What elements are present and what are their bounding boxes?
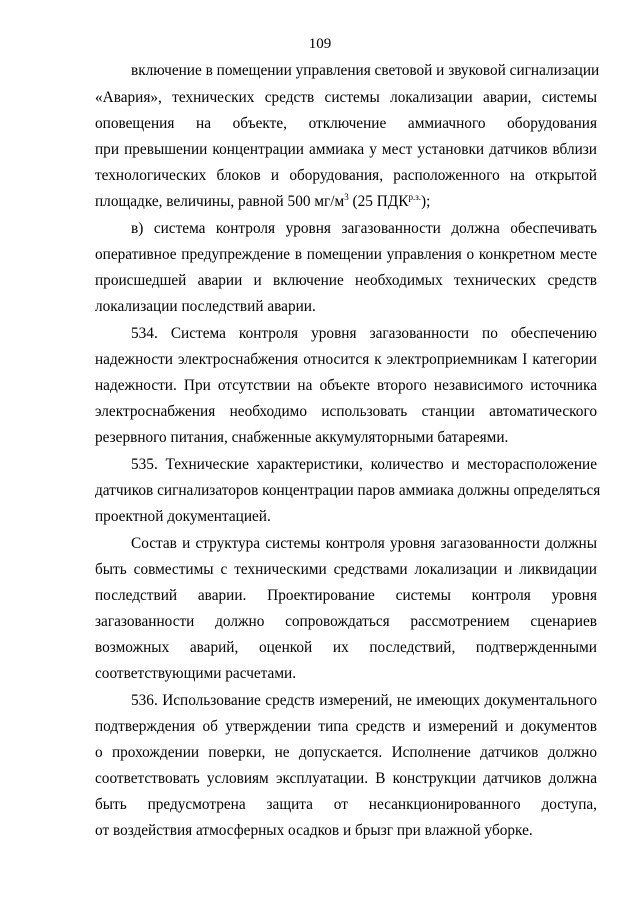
text-line: соответствующими расчетами. [95,665,297,682]
text-line: подтверждения об утверждении типа средств и измерений и документов [95,718,597,735]
text-line: оперативное предупреждение в помещении управления о конкретном месте [95,246,597,263]
text-line: 536. Использование средств измерений, не имеющих документального [131,692,597,709]
superscript-pdk: р.з. [408,192,421,202]
text-line: 534. Система контроля уровня загазованности по обеспечению [131,325,597,342]
text-line: Состав и структура системы контроля уровня загазованности должны [131,535,597,552]
formula-line [95,192,597,212]
text-line: оповещения на объекте, отключение аммиачного оборудования [95,115,597,132]
text-line: загазованности должно сопровождаться рассмотрением сценариев [95,613,597,630]
text-line: о прохождении поверки, не допускается. Исполнение датчиков должно [95,744,597,761]
text-line: быть совместимы с техническими средствами локализации и ликвидации [95,561,597,578]
formula-text: ); [421,193,431,210]
text-line: включение в помещении управления световой и звуковой сигнализации [131,62,600,79]
formula-text: (25 ПДК [348,193,409,210]
text-line: последствий аварии. Проектирование системы контроля уровня [95,587,597,604]
superscript-cube: 3 [344,192,349,202]
text-line: резервного питания, снабженные аккумуляторными батареями. [95,429,509,446]
text-line: локализации последствий аварии. [95,298,316,315]
text-line: технологических блоков и оборудования, расположенного на открытой [95,167,597,184]
text-line: при превышении концентрации аммиака у мест установки датчиков вблизи [95,141,597,158]
text-line: 535. Технические характеристики, количество и месторасположение [131,456,597,473]
text-line: надежности. При отсутствии на объекте второго независимого источника [95,377,597,394]
text-line: быть предусмотрена защита от несанкционированного доступа, [95,796,597,813]
text-line: датчиков сигнализаторов концентрации паров аммиака должны определяться [95,482,601,499]
text-line: надежности электроснабжения относится к электроприемникам I категории [95,351,597,368]
text-line: возможных аварий, оценкой их последствий, подтвержденными [95,639,597,656]
text-line: в) система контроля уровня загазованности должна обеспечивать [131,220,597,237]
text-line: электроснабжения необходимо использовать станции автоматического [95,403,597,420]
text-line: от воздействия атмосферных осадков и брызг при влажной уборке. [95,822,533,839]
formula-text: площадке, величины, равной 500 мг/м [95,193,345,210]
text-line: «Авария», технических средств системы локализации аварии, системы [95,89,597,106]
text-line: соответствовать условиям эксплуатации. В конструкции датчиков должна [95,770,597,787]
page-number: 109 [308,36,332,52]
text-line: происшедшей аварии и включение необходимых технических средств [95,272,597,289]
text-line: проектной документацией. [95,508,271,525]
